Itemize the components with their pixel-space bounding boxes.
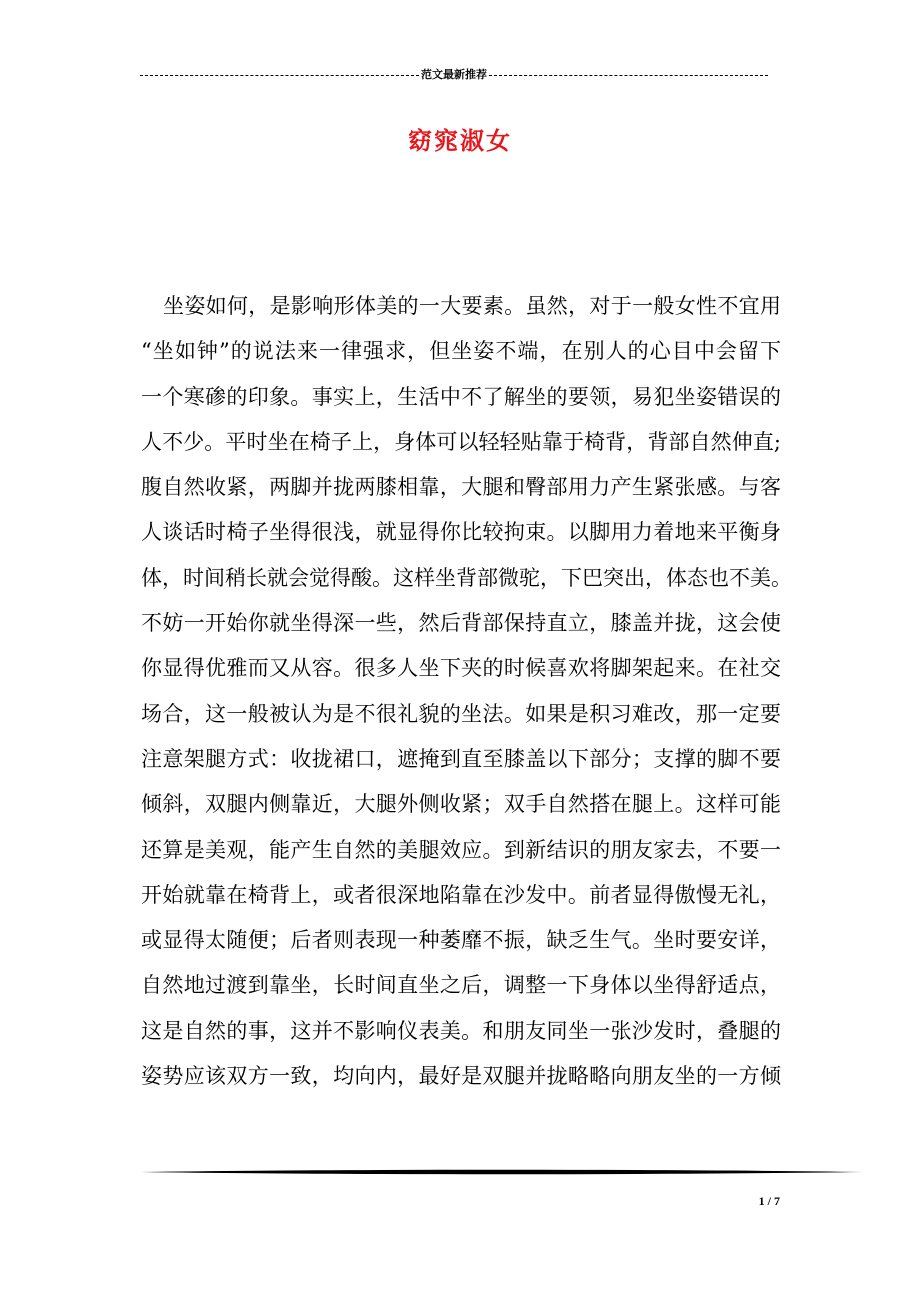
- text-line: 场合，这一般被认为是不很礼貌的坐法。如果是积习难改，那一定要: [141, 701, 781, 726]
- text-line: 你显得优雅而又从容。很多人坐下夹的时候喜欢将脚架起来。在社交: [141, 656, 781, 681]
- document-title: 窈窕淑女: [408, 126, 512, 155]
- footer-rule-shape: [141, 1170, 863, 1175]
- text-line: 体，时间稍长就会觉得酸。这样坐背部微驼，下巴突出，体态也不美。: [141, 565, 792, 590]
- body-paragraph: [141, 284, 792, 1099]
- text-line: 自然地过渡到靠坐，长时间直坐之后，调整一下身体以坐得舒适点，: [141, 973, 781, 998]
- text-line: 开始就靠在椅背上，或者很深地陷靠在沙发中。前者显得傲慢无礼，: [141, 882, 781, 907]
- text-line: 这是自然的事，这并不影响仪表美。和朋友同坐一张沙发时，叠腿的: [141, 1018, 781, 1043]
- header-label: 范文最新推荐: [421, 68, 487, 81]
- text-line: 或显得太随便；后者则表现一种萎靡不振，缺乏生气。坐时要安详，: [141, 928, 781, 953]
- text-line: 倾斜，双腿内侧靠近，大腿外侧收紧；双手自然搭在腿上。这样可能: [141, 792, 781, 817]
- page-number: 1 / 7: [758, 1194, 780, 1208]
- header-dashes-left: [140, 75, 419, 76]
- text-line: 不妨一开始你就坐得深一些，然后背部保持直立，膝盖并拢，这会使: [141, 611, 781, 636]
- text-line: “坐如钟”的说法来一律强求，但坐姿不端，在别人的心目中会留下: [141, 339, 781, 364]
- text-line: 坐姿如何，是影响形体美的一大要素。虽然，对于一般女性不宜用: [163, 294, 781, 318]
- text-line: 注意架腿方式：收拢裙口，遮掩到直至膝盖以下部分；支撑的脚不要: [141, 746, 781, 771]
- text-line: 人谈话时椅子坐得很浅，就显得你比较拘束。以脚用力着地来平衡身: [141, 520, 781, 545]
- page-header: [140, 68, 768, 82]
- text-line: 人不少。平时坐在椅子上，身体可以轻轻贴靠于椅背，背部自然伸直;: [141, 429, 781, 454]
- header-dashes-right: [489, 75, 768, 76]
- text-line: 姿势应该双方一致，均向内，最好是双腿并拢略略向朋友坐的一方倾: [141, 1064, 781, 1089]
- footer-rule: [141, 1168, 863, 1176]
- text-line: 腹自然收紧，两脚并拢两膝相靠，大腿和臀部用力产生紧张感。与客: [141, 475, 781, 500]
- text-line: 还算是美观，能产生自然的美腿效应。到新结识的朋友家去，不要一: [141, 837, 781, 862]
- text-line: 一个寒碜的印象。事实上，生活中不了解坐的要领，易犯坐姿错误的: [141, 384, 781, 409]
